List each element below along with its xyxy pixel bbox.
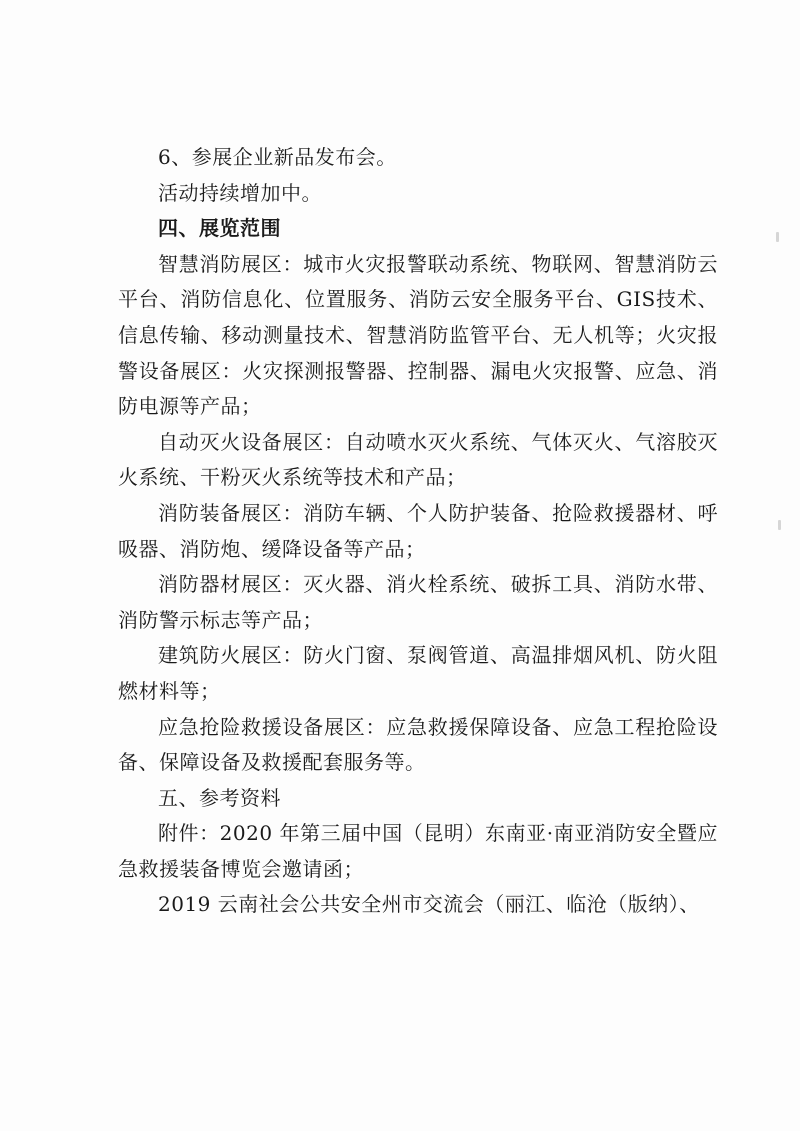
document-body	[118, 140, 718, 923]
paragraph-fire-apparatus-zone: 消防器材展区：灭火器、消火栓系统、破拆工具、消防水带、消防警示标志等产品；	[118, 572, 718, 632]
section-heading-references: 五、参考资料	[158, 785, 281, 810]
paragraph-2019-exchange: 2019 云南社会公共安全州市交流会（丽江、临沧（版纳）、	[158, 892, 700, 917]
paragraph-new-product-launch: 6、参展企业新品发布会。	[158, 145, 397, 169]
paragraph-smart-fire-zone: 智慧消防展区：城市火灾报警联动系统、物联网、智慧消防云平台、消防信息化、位置服务、消防云安全服务平台、GIS技术、信息传输、移动测量技术、智慧消防监管平台、无人机等；火灾报警设备展区：火灾探测报警器、控制器、漏电火灾报警、应急、消防电源等产品；	[118, 251, 718, 419]
paragraph-attachment: 附件：2020 年第三届中国（昆明）东南亚·南亚消防安全暨应急救援装备博览会邀请函；	[118, 821, 718, 881]
scan-artifact-mark	[776, 232, 779, 242]
paragraph-building-fireproof-zone: 建筑防火展区：防火门窗、泵阀管道、高温排烟风机、防火阻燃材料等；	[118, 643, 718, 703]
paragraph-emergency-rescue-zone: 应急抢险救援设备展区：应急救援保障设备、应急工程抢险设备、保障设备及救援配套服务等。	[118, 714, 718, 775]
paragraph-fire-equipment-zone: 消防装备展区：消防车辆、个人防护装备、抢险救援器材、呼吸器、消防炮、缓降设备等产品；	[118, 500, 718, 561]
scan-artifact-mark	[778, 520, 781, 530]
section-heading-exhibition-scope: 四、展览范围	[158, 216, 281, 241]
paragraph-auto-extinguishing-zone: 自动灭火设备展区：自动喷水灭火系统、气体灭火、气溶胶灭火系统、干粉灭火系统等技术和产品；	[118, 429, 718, 490]
paragraph-activities-increasing: 活动持续增加中。	[158, 180, 322, 205]
